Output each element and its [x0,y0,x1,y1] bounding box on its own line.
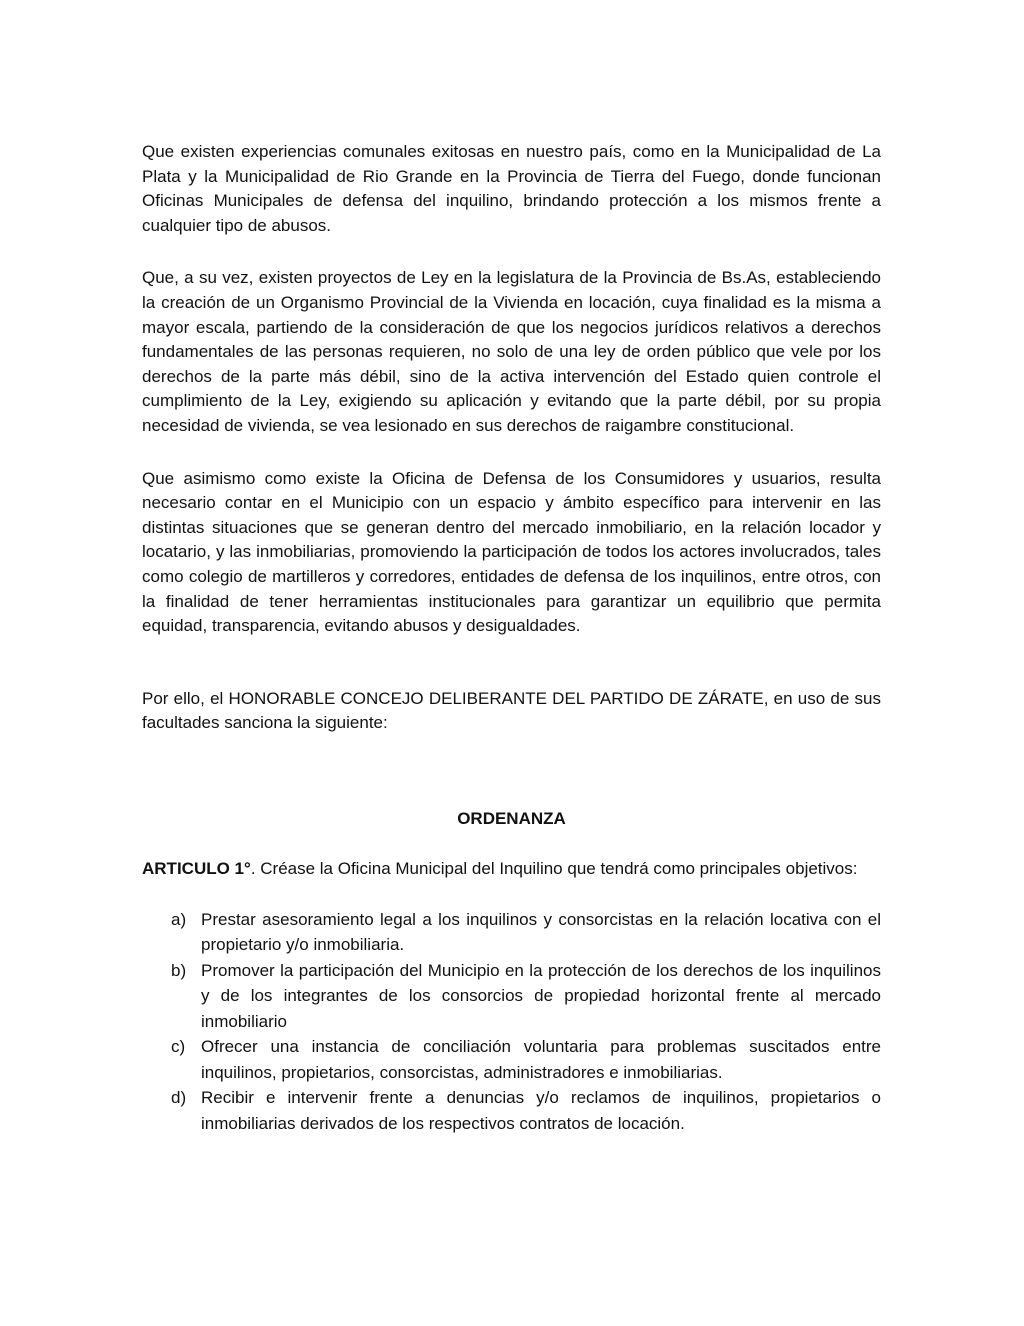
list-marker: c) [171,1037,186,1057]
objectives-list [142,907,881,1137]
list-item-text: Recibir e intervenir frente a denuncias y/o reclamos de inquilinos, propietarios o inmobiliarias derivados de los respectivos contratos de locación. [201,1088,881,1133]
list-marker: d) [171,1088,187,1108]
list-item [142,1034,881,1085]
paragraph-provincial-bills: Que, a su vez, existen proyectos de Ley en la legislatura de la Provincia de Bs.As, estableciendo la creación de un Organismo Provincial de la Vivienda en locación, cuya finalidad es la misma a mayor escala, partiendo de la consideración de que los negocios jurídicos relativos a derechos fundamentales de las personas requieren, no solo de una ley de orden público que vele por los derechos de la parte más débil, sino de la activa intervención del Estado quien controle el cumplimiento de la Ley, exigiendo su aplicación y evitando que la parte débil, por su propia necesidad de vivienda, se vea lesionado en sus derechos de raigambre constitucional. [142,268,881,435]
list-item [142,907,881,958]
list-item-text: Promover la participación del Municipio en la protección de los derechos de los inquilinos y de los integrantes de los consorcios de propiedad horizontal frente al mercado inmobiliario [201,960,881,1031]
list-item [142,1085,881,1136]
list-item [142,958,881,1035]
ordinance-heading: ORDENANZA [457,808,566,828]
paragraph-municipal-experiences: Que existen experiencias comunales exitosas en nuestro país, como en la Municipalidad de La Plata y la Municipalidad de Rio Grande en la Provincia de Tierra del Fuego, donde funcionan Oficinas Municipales de defensa del inquilino, brindando protección a los mismos frente a cualquier tipo de abusos. [142,142,881,235]
article-1-title: ARTICULO 1° [142,858,251,878]
list-item-text: Prestar asesoramiento legal a los inquilinos y consorcistas en la relación locativa con el propietario y/o inmobiliaria. [201,909,881,955]
list-marker: b) [171,960,187,980]
list-item-text: Ofrecer una instancia de conciliación voluntaria para problemas suscitados entre inquilinos, propietarios, consorcistas, administradores e inmobiliarias. [201,1037,881,1082]
paragraph-consumer-office: Que asimismo como existe la Oficina de Defensa de los Consumidores y usuarios, resulta necesario contar en el Municipio con un espacio y ámbito específico para intervenir en las distintas situaciones que se generan dentro del mercado inmobiliario, en la relación locador y locatario, y las inmobiliarias, promoviendo la participación de todos los actores involucrados, tales como colegio de martilleros y corredores, entidades de defensa de los inquilinos, entre otros, con la finalidad de tener herramientas institucionales para garantizar un equilibrio que permita equidad, transparencia, evitando abusos y desigualdades. [142,468,881,636]
paragraph-council-sanction: Por ello, el HONORABLE CONCEJO DELIBERANTE DEL PARTIDO DE ZÁRATE, en uso de sus facultades sanciona la siguiente: [142,688,881,733]
document-page [142,140,881,1136]
article-1 [142,855,881,883]
list-marker: a) [171,909,187,929]
article-1-text: . Créase la Oficina Municipal del Inquilino que tendrá como principales objetivos: [250,858,858,878]
